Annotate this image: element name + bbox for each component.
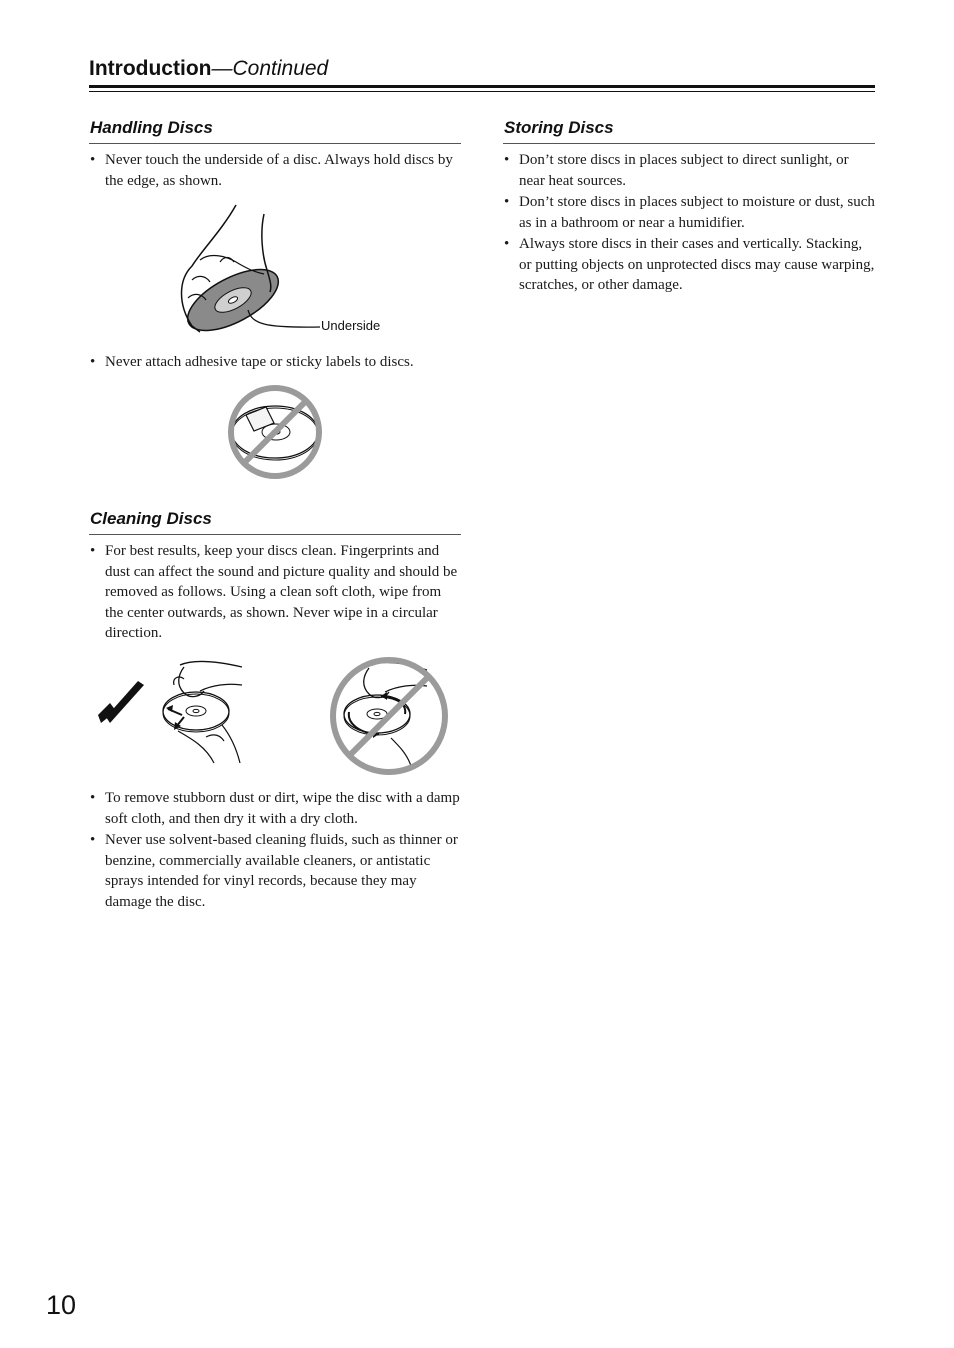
handling-rule: [89, 143, 461, 144]
cleaning-bullet-2: • To remove stubborn dust or dirt, wipe the disc with a damp soft cloth, and then dry it with a dry cloth.: [89, 788, 463, 829]
handling-title: Handling Discs: [90, 118, 213, 137]
header-rule-thick: [89, 85, 875, 88]
storing-bullet-3: • Always store discs in their cases and vertically. Stacking, or putting objects on unprotected discs may cause warping, scratches, or other damage.: [503, 234, 877, 296]
handling-list-2: [89, 352, 463, 374]
header-title: Introduction: [89, 57, 212, 80]
cleaning-title: Cleaning Discs: [90, 509, 212, 528]
storing-list: [503, 150, 877, 297]
cleaning-list-1: [89, 541, 463, 645]
storing-bullet-2: • Don’t store discs in places subject to moisture or dust, such as in a bathroom or near a humidifier.: [503, 192, 877, 233]
cleaning-bullet-1: • For best results, keep your discs clean. Fingerprints and dust can affect the sound and picture quality and should be removed as follows. Using a clean soft cloth, wipe from the center outwards, as shown. Never wipe in a circular direction.: [89, 541, 463, 644]
cleaning-bullet-3: • Never use solvent-based cleaning fluids, such as thinner or benzine, commercially available cleaners, or antistatic sprays intended for vinyl records, because they may damage the disc.: [89, 830, 463, 912]
wipe-circular-prohibited-illustration: [327, 654, 451, 778]
header-continued: —Continued: [211, 57, 329, 80]
hand-holding-disc-illustration: [170, 200, 320, 340]
handling-bullet-2: • Never attach adhesive tape or sticky labels to discs.: [89, 352, 463, 373]
no-labels-illustration: [226, 383, 324, 481]
cleaning-list-2: [89, 788, 463, 913]
page-number: 10: [46, 1290, 77, 1320]
underside-label: Underside: [321, 318, 381, 333]
storing-bullet-1: • Don’t store discs in places subject to direct sunlight, or near heat sources.: [503, 150, 877, 191]
cleaning-rule: [89, 534, 461, 535]
handling-list-1: [89, 150, 463, 192]
storing-title: Storing Discs: [504, 118, 614, 137]
handling-bullet-1: • Never touch the underside of a disc. Always hold discs by the edge, as shown.: [89, 150, 463, 191]
page-header: [89, 56, 328, 82]
wipe-outward-illustration: [96, 655, 256, 770]
header-rule-thin: [89, 91, 875, 92]
storing-rule: [503, 143, 875, 144]
